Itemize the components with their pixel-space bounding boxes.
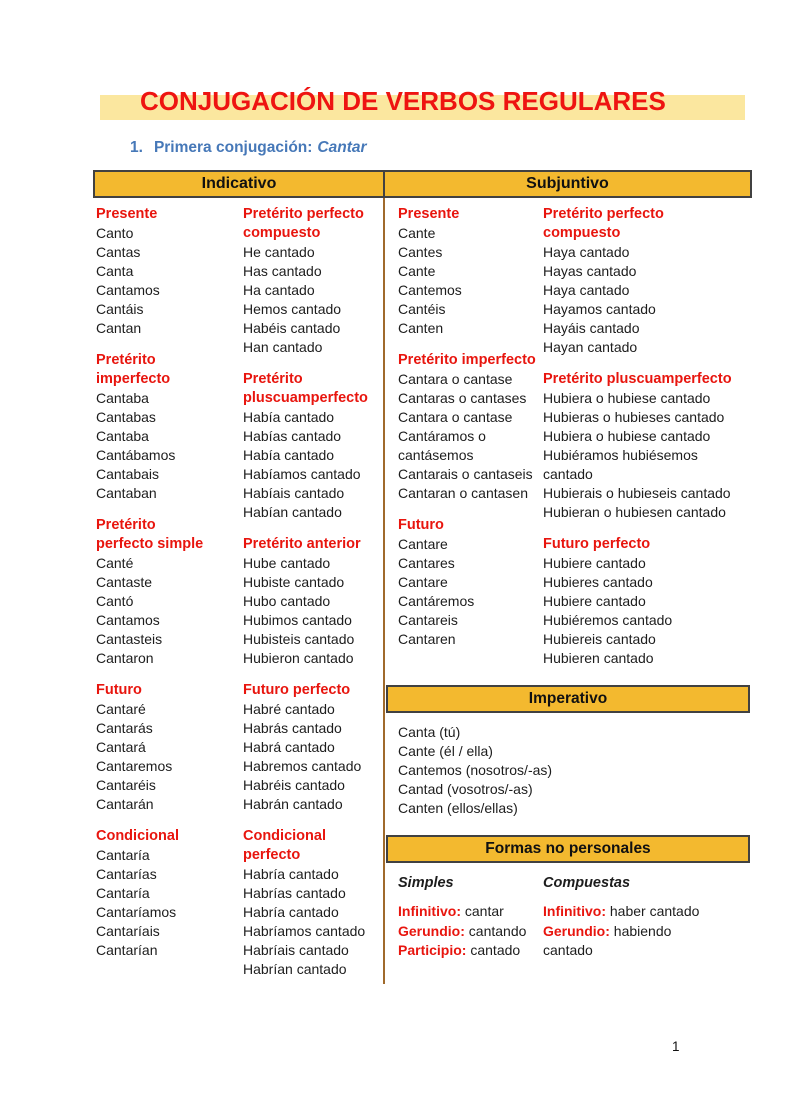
indicativo-header: Indicativo xyxy=(93,170,385,198)
tense-heading: Futuro perfecto xyxy=(543,536,651,552)
conjugation-form: Habríamos cantado xyxy=(243,923,366,939)
tense-group xyxy=(543,370,743,522)
tense-group xyxy=(243,535,381,668)
conjugation-form: Hubiereis cantado xyxy=(543,631,656,647)
conjugation-form: Habrán cantado xyxy=(243,796,343,812)
tense-group xyxy=(243,205,381,357)
tense-group xyxy=(243,370,381,522)
conjugation-form: Cante xyxy=(398,263,436,279)
conjugation-form: Cantaba xyxy=(96,390,149,406)
conjugation-form: Hubiere cantado xyxy=(543,555,646,571)
conjugation-form: Hubiera o hubiese cantado xyxy=(543,390,711,406)
conjugation-form: Hubiera o hubiese cantado xyxy=(543,428,711,444)
conjugation-form: Hayamos cantado xyxy=(543,301,656,317)
conjugation-form: Cantarán xyxy=(96,796,154,812)
conjugation-form: Cantare xyxy=(398,536,448,552)
conjugation-form: Haya cantado xyxy=(543,282,630,298)
conjugation-form: Cantamos xyxy=(96,612,160,628)
conjugation-form: Cantó xyxy=(96,593,134,609)
conjugation-form: Habíais cantado xyxy=(243,485,345,501)
conjugation-form: Cantaríais xyxy=(96,923,160,939)
nonpersonal-form-label: Gerundio: xyxy=(543,922,610,939)
tense-group xyxy=(243,681,381,814)
conjugation-form: Cantan xyxy=(96,320,142,336)
imperative-form: Canten (ellos/ellas) xyxy=(398,800,518,816)
conjugation-form: Cantaras o cantases xyxy=(398,390,527,406)
conjugation-form: Hubieres cantado xyxy=(543,574,653,590)
tense-group xyxy=(96,681,216,814)
tense-heading: Presente xyxy=(398,206,460,222)
subjuntivo-column xyxy=(385,198,752,984)
table-body xyxy=(93,198,752,984)
conjugation-form: Cantaré xyxy=(96,701,146,717)
indicativo-subcolumn-1 xyxy=(96,205,216,984)
conjugation-form: Hubiéramos hubiésemos cantado xyxy=(543,447,698,482)
conjugation-form: Habían cantado xyxy=(243,504,342,520)
conjugation-form: Hubieren cantado xyxy=(543,650,654,666)
conjugation-form: Habré cantado xyxy=(243,701,335,717)
conjugation-form: Habías cantado xyxy=(243,428,342,444)
tense-group xyxy=(96,351,216,503)
imperative-form: Canta (tú) xyxy=(398,724,461,740)
section-heading xyxy=(130,139,791,157)
subjuntivo-subcolumn-2 xyxy=(543,205,743,668)
conjugation-form: Cantaba xyxy=(96,428,149,444)
imperative-form: Cantemos (nosotros/-as) xyxy=(398,762,553,778)
conjugation-form: Hubiere cantado xyxy=(543,593,646,609)
tense-group xyxy=(96,827,216,960)
section-number: 1. xyxy=(130,139,143,156)
indicativo-subcolumn-2 xyxy=(243,205,381,984)
conjugation-form: Cantarás xyxy=(96,720,153,736)
tense-heading: Condicional perfecto xyxy=(243,828,326,863)
conjugation-form: Habrían cantado xyxy=(243,961,347,977)
page-number: 1 xyxy=(672,1039,680,1054)
conjugation-form: Cantaremos xyxy=(96,758,173,774)
simples-heading: Simples xyxy=(398,875,454,891)
indicativo-column xyxy=(93,198,385,984)
conjugation-form: Habría cantado xyxy=(243,904,339,920)
tense-group xyxy=(243,827,381,979)
conjugation-form: Cantábamos xyxy=(96,447,176,463)
conjugation-form: Ha cantado xyxy=(243,282,315,298)
conjugation-form: Cantaran o cantasen xyxy=(398,485,528,501)
tense-heading: Pretérito imperfecto xyxy=(398,352,536,368)
formas-compuestas-column xyxy=(543,874,715,961)
conjugation-form: Cantarías xyxy=(96,866,157,882)
nonpersonal-form: Participio: cantado xyxy=(398,942,521,958)
nonpersonal-form-label: Participio: xyxy=(398,942,467,958)
conjugation-form: Cantares xyxy=(398,555,455,571)
conjugation-form: Canta xyxy=(96,263,134,279)
conjugation-form: Cantéis xyxy=(398,301,446,317)
conjugation-form: Cantabais xyxy=(96,466,160,482)
imperativo-header: Imperativo xyxy=(386,685,750,713)
section-label: Primera conjugación: xyxy=(153,139,313,156)
conjugation-form: Habrá cantado xyxy=(243,739,335,755)
nonpersonal-form: Gerundio: cantando xyxy=(398,922,527,939)
formas-no-personales-header: Formas no personales xyxy=(386,835,750,863)
conjugation-form: Cantarais o cantaseis xyxy=(398,466,533,482)
conjugation-form: Hayáis cantado xyxy=(543,320,640,336)
nonpersonal-form-label: Gerundio: xyxy=(398,922,465,939)
conjugation-form: Cantarían xyxy=(96,942,158,958)
tense-heading: Pretérito imperfecto xyxy=(96,352,171,387)
nonpersonal-form: Gerundio: habiendo cantado xyxy=(543,922,672,958)
conjugation-form: Cantáramos o cantásemos xyxy=(398,428,486,463)
conjugation-form: Hube cantado xyxy=(243,555,331,571)
conjugation-form: He cantado xyxy=(243,244,315,260)
conjugation-form: Cantasteis xyxy=(96,631,163,647)
conjugation-form: Cantaríamos xyxy=(96,904,177,920)
tense-heading: Pretérito perfecto compuesto xyxy=(543,206,664,241)
formas-simples-column xyxy=(398,874,538,961)
tense-heading: Pretérito anterior xyxy=(243,536,361,552)
conjugation-form: Hayan cantado xyxy=(543,339,638,355)
conjugation-form: Has cantado xyxy=(243,263,322,279)
conjugation-form: Cantaban xyxy=(96,485,157,501)
subjuntivo-subcolumn-1 xyxy=(398,205,538,668)
tense-heading: Condicional xyxy=(96,828,179,844)
nonpersonal-form-label: Infinitivo: xyxy=(543,903,606,919)
conjugation-form: Hubierais o hubieseis cantado xyxy=(543,485,731,501)
conjugation-form: Cante xyxy=(398,225,436,241)
conjugation-form: Hubiste cantado xyxy=(243,574,345,590)
conjugation-form: Hubieron cantado xyxy=(243,650,354,666)
nonpersonal-form: Infinitivo: cantar xyxy=(398,903,504,919)
conjugation-form: Haya cantado xyxy=(543,244,630,260)
imperative-form: Cante (él / ella) xyxy=(398,743,493,759)
tense-heading: Futuro xyxy=(96,682,142,698)
conjugation-form: Hayas cantado xyxy=(543,263,637,279)
tense-heading: Presente xyxy=(96,206,158,222)
conjugation-form: Cantemos xyxy=(398,282,462,298)
simples-items xyxy=(398,902,538,961)
conjugation-form: Cantare xyxy=(398,574,448,590)
conjugation-form: Cantaste xyxy=(96,574,153,590)
conjugation-form: Cantabas xyxy=(96,409,156,425)
conjugation-form: Habría cantado xyxy=(243,866,339,882)
subjuntivo-groups xyxy=(385,198,752,668)
conjugation-form: Habréis cantado xyxy=(243,777,345,793)
conjugation-form: Cantareis xyxy=(398,612,458,628)
conjugation-form: Cantara o cantase xyxy=(398,409,513,425)
conjugation-form: Cantaría xyxy=(96,847,150,863)
conjugation-form: Habrás cantado xyxy=(243,720,342,736)
tense-heading: Pretérito pluscuamperfecto xyxy=(543,371,732,387)
tense-group xyxy=(96,516,216,668)
tense-group xyxy=(398,205,538,338)
conjugation-form: Cantaren xyxy=(398,631,456,647)
tense-heading: Futuro perfecto xyxy=(243,682,351,698)
tense-heading: Pretérito perfecto compuesto xyxy=(243,206,364,241)
conjugation-form: Hubo cantado xyxy=(243,593,331,609)
conjugation-form: Cantaréis xyxy=(96,777,156,793)
compuestas-items xyxy=(543,902,715,961)
conjugation-form: Canten xyxy=(398,320,444,336)
document-page xyxy=(0,86,791,1110)
conjugation-form: Hubieran o hubiesen cantado xyxy=(543,504,726,520)
compuestas-heading: Compuestas xyxy=(543,875,631,891)
conjugation-form: Cantáis xyxy=(96,301,144,317)
conjugation-form: Cantaría xyxy=(96,885,150,901)
conjugation-form: Habíamos cantado xyxy=(243,466,361,482)
conjugation-form: Habéis cantado xyxy=(243,320,341,336)
conjugation-form: Había cantado xyxy=(243,447,335,463)
verb-name: Cantar xyxy=(317,139,367,156)
nonpersonal-form: Infinitivo: haber cantado xyxy=(543,903,700,919)
tense-heading: Pretérito perfecto simple xyxy=(96,517,204,552)
conjugation-form: Hubiéremos cantado xyxy=(543,612,673,628)
tense-group xyxy=(543,205,743,357)
tense-group xyxy=(96,205,216,338)
imperativo-section xyxy=(385,713,752,818)
conjugation-form: Cantáremos xyxy=(398,593,475,609)
conjugation-form: Habremos cantado xyxy=(243,758,362,774)
conjugation-form: Habríais cantado xyxy=(243,942,349,958)
conjugation-form: Hubisteis cantado xyxy=(243,631,355,647)
conjugation-form: Hemos cantado xyxy=(243,301,342,317)
tense-group xyxy=(398,351,538,503)
tense-heading: Futuro xyxy=(398,517,444,533)
conjugation-form: Cantara o cantase xyxy=(398,371,513,387)
conjugation-form: Cantas xyxy=(96,244,141,260)
conjugation-form: Canté xyxy=(96,555,134,571)
tense-group xyxy=(543,535,743,668)
formas-no-personales-section xyxy=(385,863,752,961)
conjugation-table xyxy=(93,170,752,984)
subjuntivo-header: Subjuntivo xyxy=(383,170,752,198)
tense-group xyxy=(398,516,538,649)
conjugation-form: Cantará xyxy=(96,739,146,755)
conjugation-form: Habrías cantado xyxy=(243,885,346,901)
conjugation-form: Cantamos xyxy=(96,282,160,298)
conjugation-form: Cantaron xyxy=(96,650,154,666)
conjugation-form: Canto xyxy=(96,225,134,241)
conjugation-form: Había cantado xyxy=(243,409,335,425)
tense-heading: Pretérito pluscuamperfecto xyxy=(243,371,368,406)
table-header-row xyxy=(93,170,752,198)
title-block xyxy=(0,86,791,122)
nonpersonal-form-label: Infinitivo: xyxy=(398,903,461,919)
imperative-form: Cantad (vosotros/-as) xyxy=(398,781,533,797)
conjugation-form: Cantes xyxy=(398,244,443,260)
conjugation-form: Hubieras o hubieses cantado xyxy=(543,409,725,425)
conjugation-form: Han cantado xyxy=(243,339,323,355)
conjugation-form: Hubimos cantado xyxy=(243,612,352,628)
document-title: CONJUGACIÓN DE VERBOS REGULARES xyxy=(140,86,666,116)
